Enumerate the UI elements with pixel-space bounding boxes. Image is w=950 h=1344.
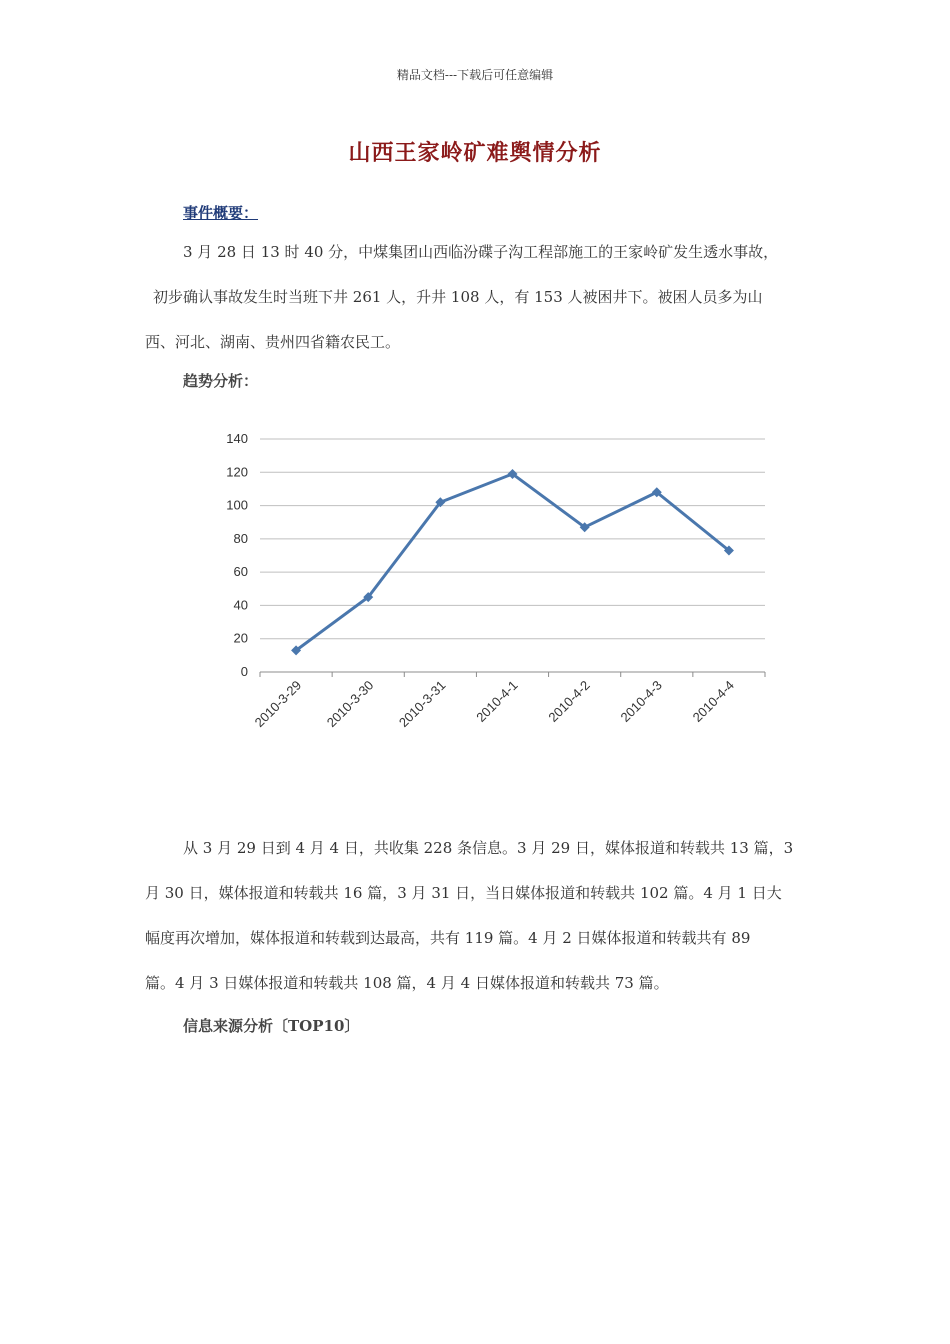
- analysis-paragraph: [145, 826, 815, 1006]
- page-header: 精品文档---下载后可任意编辑: [396, 68, 554, 82]
- analysis-line: 篇。4 月 3 日媒体报道和转载共 108 篇，4 月 4 日媒体报道和转载共 73 篇。: [145, 974, 669, 992]
- source-heading: 信息来源分析〔TOP10〕: [183, 1017, 360, 1035]
- overview-heading[interactable]: 事件概要：: [183, 204, 259, 222]
- y-tick-label: 0: [240, 664, 248, 679]
- analysis-line: 幅度再次增加，媒体报道和转载到达最高，共有 119 篇。4 月 2 日媒体报道和转载共有 89: [145, 929, 751, 947]
- overview-line: 西、河北、湖南、贵州四省籍农民工。: [145, 333, 401, 351]
- overview-paragraph: [145, 230, 815, 365]
- analysis-line: 从 3 月 29 日到 4 月 4 日，共收集 228 条信息。3 月 29 日，媒体报道和转载共 13 篇，3: [183, 839, 794, 857]
- y-tick-label: 140: [226, 431, 248, 446]
- x-tick-label: 2010-4-4: [689, 677, 738, 725]
- analysis-line: 月 30 日，媒体报道和转载共 16 篇，3 月 31 日，当日媒体报道和转载共 102 篇。4 月 1 日大: [145, 884, 782, 902]
- y-tick-label: 80: [233, 530, 248, 546]
- trend-line-chart: [210, 420, 790, 780]
- y-tick-label: 100: [226, 497, 248, 513]
- trend-heading: 趋势分析：: [183, 372, 259, 390]
- x-tick-label: 2010-3-31: [395, 677, 449, 731]
- y-tick-label: 20: [233, 630, 248, 646]
- x-tick-label: 2010-3-29: [251, 677, 305, 731]
- x-tick-label: 2010-4-1: [473, 677, 521, 725]
- y-tick-label: 40: [233, 597, 248, 613]
- page-title: 山西王家岭矿难舆情分析: [348, 140, 602, 166]
- overview-line: 初步确认事故发生时当班下井 261 人，升井 108 人，有 153 人被困井下。被困人员多为山: [153, 288, 763, 306]
- overview-line: 3 月 28 日 13 时 40 分，中煤集团山西临汾碟子沟工程部施工的王家岭矿发生透水事故，: [183, 243, 779, 261]
- x-tick-label: 2010-4-2: [545, 677, 593, 725]
- x-tick-label: 2010-4-3: [617, 677, 665, 725]
- series-line: [296, 474, 729, 650]
- x-tick-label: 2010-3-30: [323, 677, 377, 731]
- y-tick-label: 60: [233, 564, 248, 580]
- y-tick-label: 120: [226, 464, 248, 480]
